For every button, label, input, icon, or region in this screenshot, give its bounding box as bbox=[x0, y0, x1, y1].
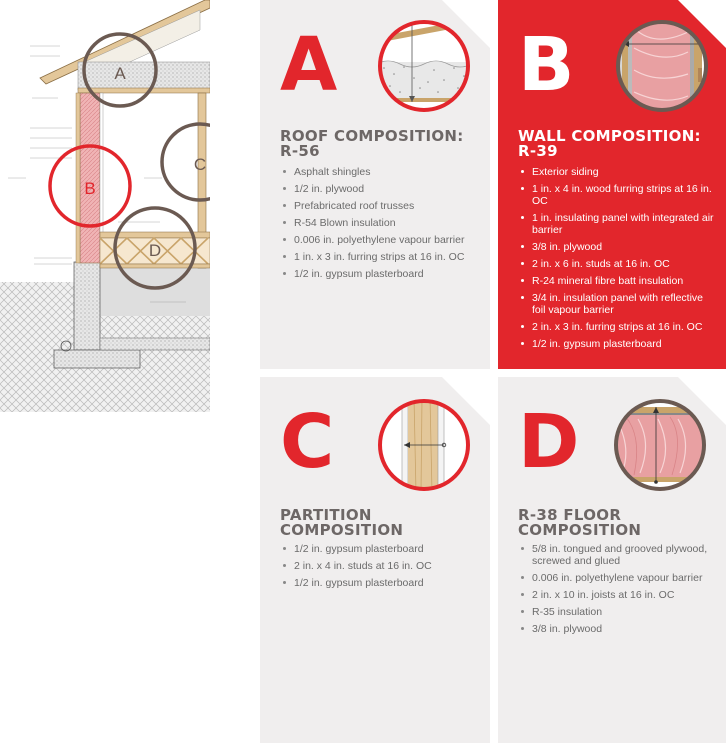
detail-label-a: A bbox=[114, 64, 126, 83]
card-title: PARTITION COMPOSITION bbox=[280, 506, 404, 539]
detail-label-d: D bbox=[148, 241, 162, 260]
list-item: 1/2 in. gypsum plasterboard bbox=[280, 268, 480, 280]
list-item: Prefabricated roof trusses bbox=[280, 200, 480, 212]
card-letter: D bbox=[518, 399, 578, 485]
list-item: 1 in. insulating panel with integrated air barrier bbox=[518, 212, 718, 236]
list-item: Exterior siding bbox=[518, 166, 718, 178]
partition-layer-list bbox=[280, 543, 480, 594]
roof-detail-icon bbox=[376, 18, 472, 114]
list-item: 3/8 in. plywood bbox=[518, 241, 718, 253]
list-item: Asphalt shingles bbox=[280, 166, 480, 178]
exterior-wall-insulation bbox=[80, 93, 100, 263]
blown-insulation bbox=[78, 62, 210, 90]
floor-detail-icon bbox=[612, 397, 708, 493]
list-item: 2 in. x 3 in. furring strips at 16 in. OC bbox=[518, 321, 718, 333]
list-item: 5/8 in. tongued and grooved plywood, screwed and glued bbox=[518, 543, 718, 567]
list-item: R-24 mineral fibre batt insulation bbox=[518, 275, 718, 287]
list-item: 2 in. x 4 in. studs at 16 in. OC bbox=[280, 560, 480, 572]
floor-bottom-plate bbox=[100, 264, 210, 268]
card-floor-composition bbox=[498, 377, 726, 743]
footing bbox=[54, 350, 140, 368]
house-cross-section-drawing bbox=[0, 0, 210, 412]
card-letter: B bbox=[518, 22, 573, 108]
slab bbox=[100, 338, 210, 350]
list-item: R-54 Blown insulation bbox=[280, 217, 480, 229]
card-partition-composition bbox=[260, 377, 490, 743]
list-item: R-35 insulation bbox=[518, 606, 718, 618]
list-item: 1/2 in. gypsum plasterboard bbox=[280, 543, 480, 555]
card-title: WALL COMPOSITION: R-39 bbox=[518, 127, 701, 160]
list-item: 1 in. x 3 in. furring strips at 16 in. OC bbox=[280, 251, 480, 263]
card-letter: A bbox=[280, 22, 336, 108]
detail-label-c: C bbox=[193, 155, 207, 174]
card-title: R-38 FLOOR COMPOSITION bbox=[518, 506, 642, 539]
detail-label-b: B bbox=[84, 179, 96, 198]
foundation-wall bbox=[74, 262, 100, 350]
wall-layer-list bbox=[518, 166, 718, 355]
partition-detail-icon bbox=[376, 397, 472, 493]
wall-detail-icon bbox=[614, 18, 710, 114]
list-item: 3/8 in. plywood bbox=[518, 623, 718, 635]
card-title: ROOF COMPOSITION: R-56 bbox=[280, 127, 464, 160]
card-wall-composition bbox=[498, 0, 726, 369]
card-letter: C bbox=[280, 399, 333, 485]
list-item: 1 in. x 4 in. wood furring strips at 16 in. OC bbox=[518, 183, 718, 207]
list-item: 3/4 in. insulation panel with reflective foil vapour barrier bbox=[518, 292, 718, 316]
list-item: 1/2 in. gypsum plasterboard bbox=[518, 338, 718, 350]
list-item: 0.006 in. polyethylene vapour barrier bbox=[518, 572, 718, 584]
card-roof-composition bbox=[260, 0, 490, 369]
list-item: 1/2 in. gypsum plasterboard bbox=[280, 577, 480, 589]
list-item: 2 in. x 10 in. joists at 16 in. OC bbox=[518, 589, 718, 601]
roof-layer-list bbox=[280, 166, 480, 285]
list-item: 2 in. x 6 in. studs at 16 in. OC bbox=[518, 258, 718, 270]
ceiling-joist bbox=[78, 88, 210, 93]
crawl-space bbox=[100, 268, 210, 316]
floor-layer-list bbox=[518, 543, 718, 640]
list-item: 1/2 in. plywood bbox=[280, 183, 480, 195]
list-item: 0.006 in. polyethylene vapour barrier bbox=[280, 234, 480, 246]
exterior-siding bbox=[76, 93, 80, 263]
